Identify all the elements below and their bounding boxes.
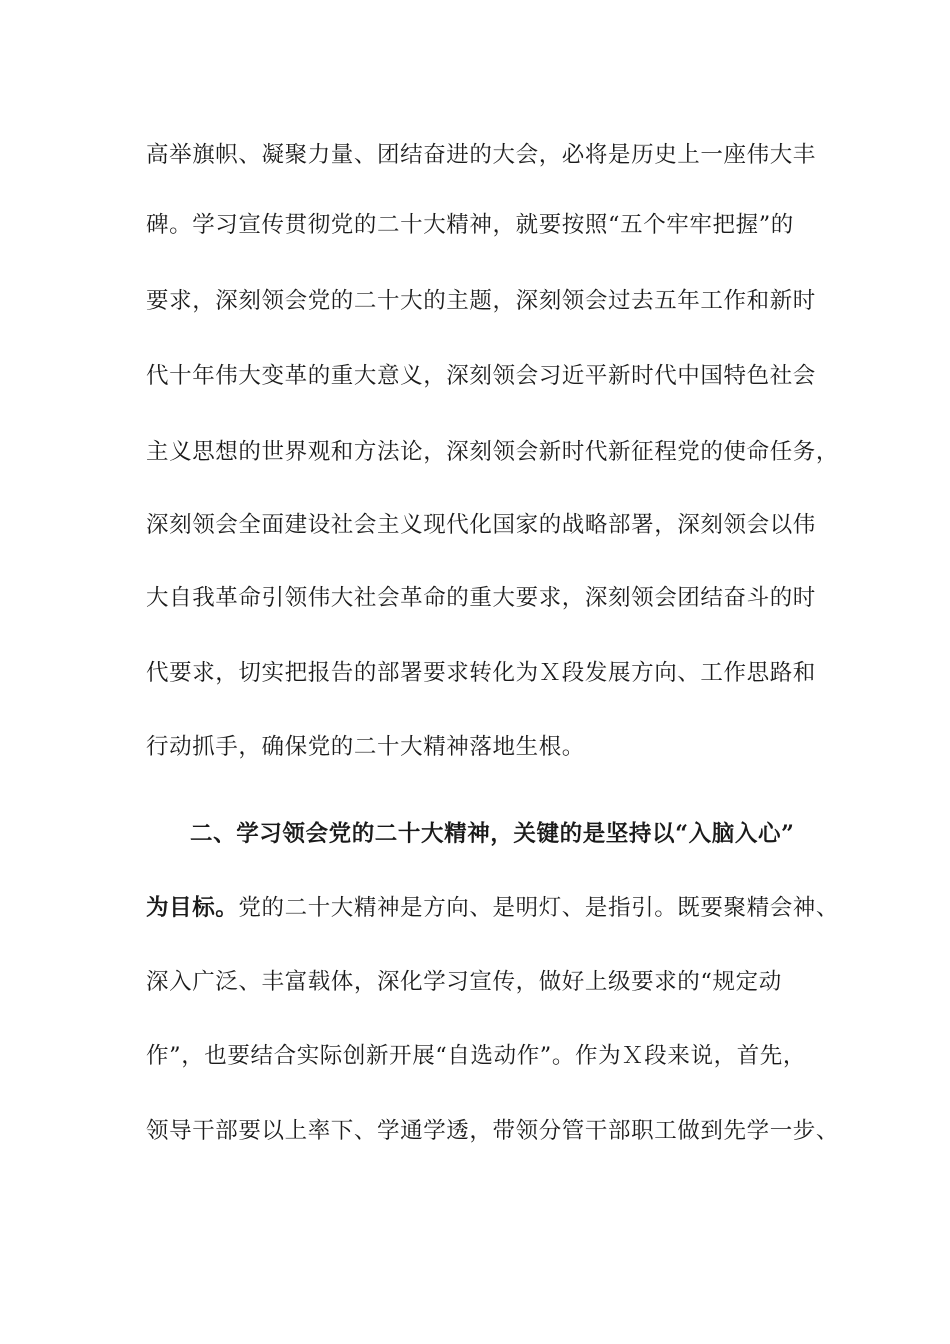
paragraph-1-line-3: 要求，深刻领会党的二十大的主题，深刻领会过去五年工作和新时 (146, 288, 816, 314)
paragraph-1-line-9: 行动抓手，确保党的二十大精神落地生根。 (146, 734, 585, 760)
paragraph-1-line-6: 深刻领会全面建设社会主义现代化国家的战略部署，深刻领会以伟 (146, 512, 816, 538)
paragraph-2-line-1-text: 党的二十大精神是方向、是明灯、是指引。既要聚精会神、 (238, 895, 840, 921)
paragraph-1-line-4: 代十年伟大变革的重大意义，深刻领会习近平新时代中国特色社会 (146, 363, 816, 389)
section-2-heading-end: 为目标。 (146, 895, 239, 921)
paragraph-1-line-2: 碑。学习宣传贯彻党的二十大精神，就要按照“五个牢牢把握”的 (146, 212, 794, 238)
paragraph-1-line-1: 高举旗帜、凝聚力量、团结奋进的大会，必将是历史上一座伟大丰 (146, 142, 816, 168)
section-2-heading: 二、学习领会党的二十大精神，关键的是坚持以“入脑入心” (190, 821, 795, 847)
paragraph-1-line-5: 主义思想的世界观和方法论，深刻领会新时代新征程党的使命任务， (146, 439, 840, 465)
paragraph-2-line-1 (146, 893, 840, 923)
paragraph-2-line-2: 深入广泛、丰富载体，深化学习宣传，做好上级要求的“规定动 (146, 969, 782, 995)
paragraph-1-line-8: 代要求，切实把报告的部署要求转化为Ｘ段发展方向、工作思路和 (146, 660, 816, 686)
paragraph-2-line-4: 领导干部要以上率下、学通学透，带领分管干部职工做到先学一步、 (146, 1118, 840, 1144)
paragraph-2-line-3: 作”，也要结合实际创新开展“自选动作”。作为Ｘ段来说，首先， (146, 1043, 807, 1069)
paragraph-1-line-7: 大自我革命引领伟大社会革命的重大要求，深刻领会团结奋斗的时 (146, 585, 816, 611)
